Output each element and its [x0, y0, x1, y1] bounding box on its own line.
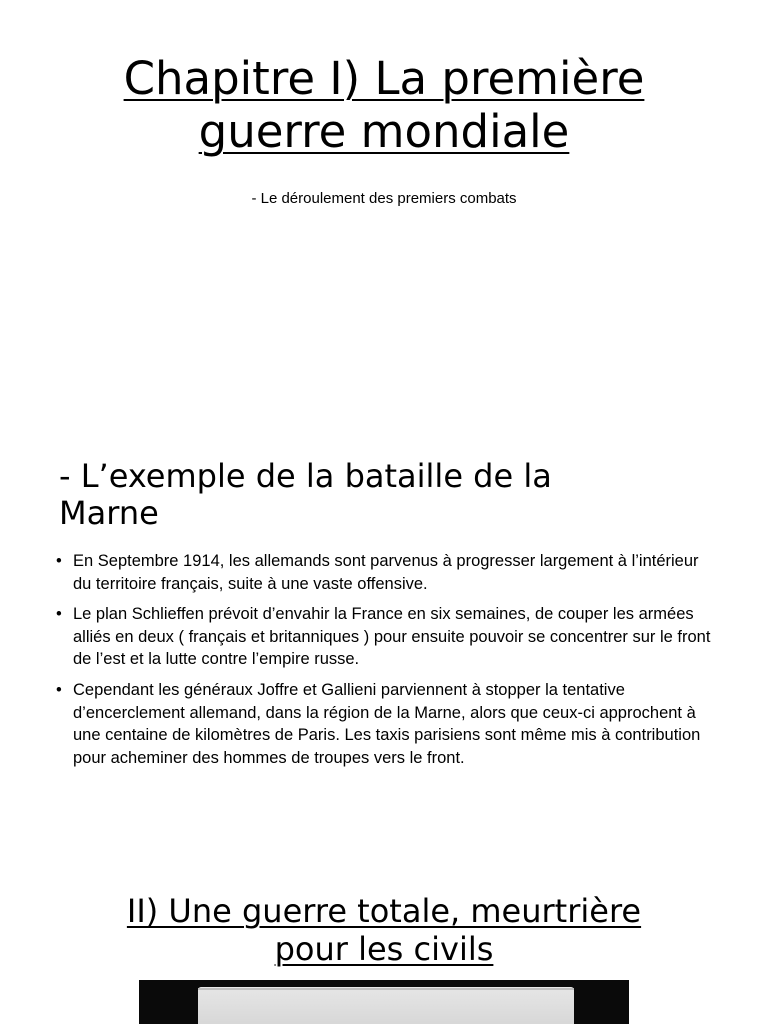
bullet-icon: • — [56, 680, 62, 699]
section-heading-line-2: Marne — [59, 494, 159, 532]
chapter-title-line-2: guerre mondiale — [198, 105, 570, 158]
chapter-title-line-1: Chapitre I) La première — [123, 52, 645, 105]
bullet-item — [56, 603, 716, 671]
bullet-text: Cependant les généraux Joffre et Gallieni parviennent à stopper la tentative d’encerclement allemand, dans la région de la Marne, alors que ceux-ci approchent à une centaine de kilomètres de Paris. Les taxis parisiens sont même mis à contribution pour acheminer des hommes de troupes vers le front. — [73, 680, 701, 767]
part-two-title-line-1: II) Une guerre totale, meurtrière — [126, 892, 642, 930]
bullet-text: Le plan Schlieffen prévoit d’envahir la France en six semaines, de couper les armées alliés en deux ( français et britanniques ) pour ensuite pouvoir se concentrer sur le front de l’est et la lutte contre l’empire russe. — [73, 605, 711, 669]
section-heading-line-1: - L’exemple de la bataille de la — [59, 457, 552, 495]
bullet-icon: • — [56, 552, 62, 570]
bullet-item — [56, 679, 716, 769]
bullet-text: En Septembre 1914, les allemands sont parvenus à progresser largement à l’intérieur du territoire français, suite à une vaste offensive. — [73, 552, 699, 593]
part-two-title — [0, 892, 768, 968]
slide-total-war — [0, 880, 768, 1024]
photo-edge — [198, 988, 574, 990]
bullet-item — [56, 550, 716, 595]
photo-paper — [198, 987, 574, 1024]
bullet-list — [56, 550, 716, 777]
historical-photo — [139, 980, 629, 1024]
part-two-title-line-2: pour les civils — [274, 930, 494, 968]
slide-marne — [0, 440, 768, 820]
slide-title — [0, 0, 768, 228]
chapter-subtitle: - Le déroulement des premiers combats — [251, 190, 517, 207]
section-heading — [59, 458, 719, 532]
bullet-icon: • — [56, 605, 62, 624]
chapter-title — [0, 52, 768, 158]
